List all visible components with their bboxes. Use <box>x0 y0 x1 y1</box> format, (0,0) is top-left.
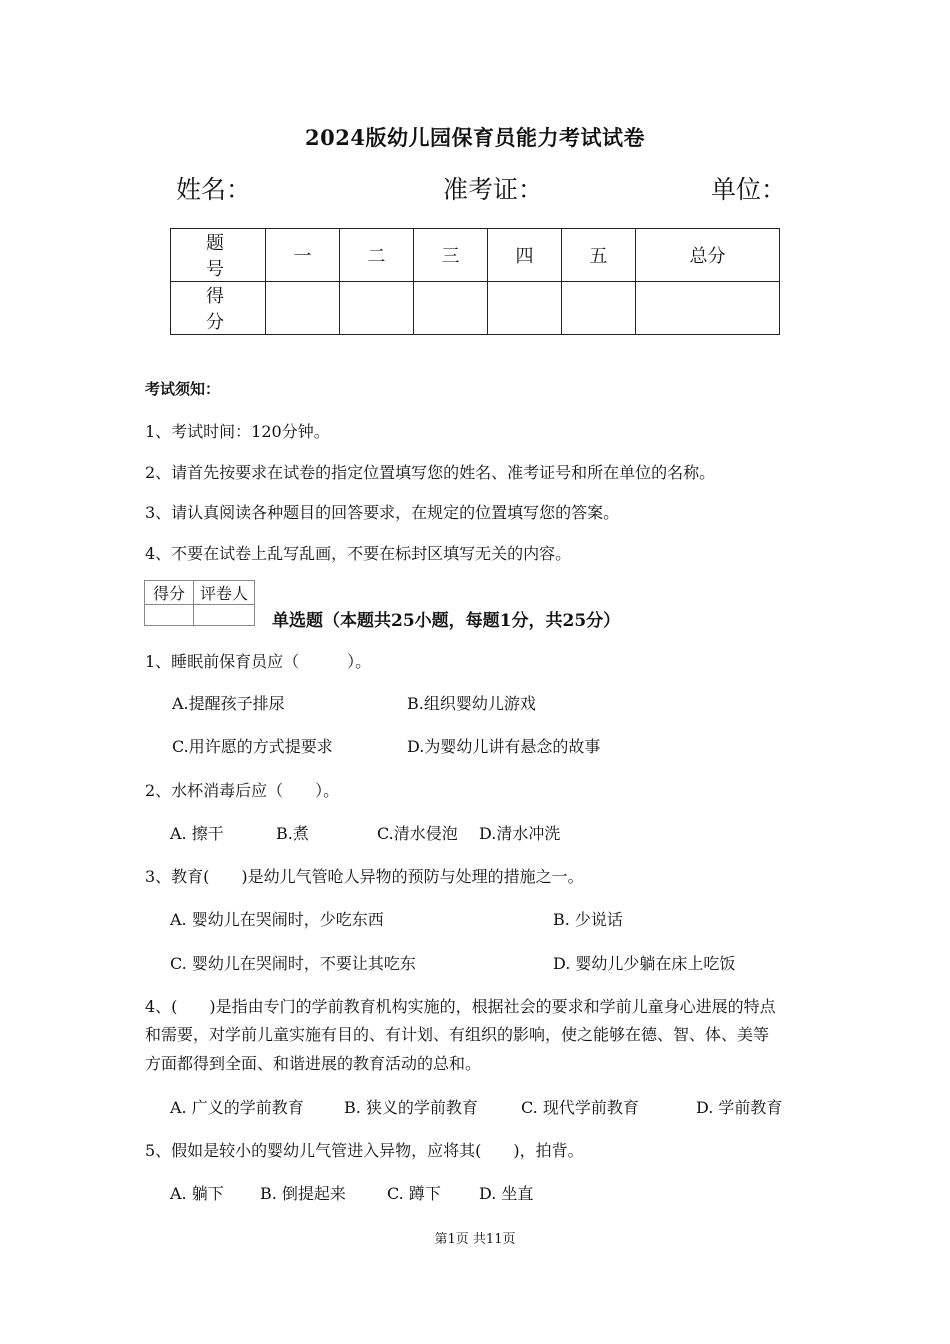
option[interactable]: D. 学前教育 <box>696 1098 783 1117</box>
score-cell[interactable] <box>339 282 413 335</box>
option[interactable]: C. 蹲下 <box>387 1184 441 1203</box>
option[interactable]: A. 躺下 <box>170 1184 224 1203</box>
question-stem-line: 4、( )是指由专门的学前教育机构实施的，根据社会的要求和学前儿童身心进展的特点 <box>145 997 776 1016</box>
score-table-score-row <box>171 282 780 335</box>
question-stem-line: 和需要，对学前儿童实施有目的、有计划、有组织的影响，使之能够在德、智、体、美等 <box>145 1025 770 1044</box>
option[interactable]: D. 坐直 <box>479 1184 534 1203</box>
grader-score-cell[interactable] <box>145 605 194 626</box>
grader-reviewer-cell[interactable] <box>194 605 255 626</box>
score-header-cell: 四 <box>487 229 561 282</box>
option[interactable]: B. 狭义的学前教育 <box>344 1098 478 1117</box>
exam-number-label: 准考证： <box>443 175 544 204</box>
option[interactable]: A. 广义的学前教育 <box>170 1098 304 1117</box>
option[interactable]: B.组织婴幼儿游戏 <box>407 694 536 713</box>
option[interactable]: D.清水冲洗 <box>479 824 561 843</box>
question-stem: 2、水杯消毒后应（ ）。 <box>145 781 340 800</box>
option[interactable]: B.煮 <box>276 824 309 843</box>
score-table-header-row <box>171 229 780 282</box>
grader-score-label: 得分 <box>145 581 194 605</box>
score-cell[interactable] <box>266 282 340 335</box>
score-row-label: 得 分 <box>171 282 266 335</box>
notice-item: 2、请首先按要求在试卷的指定位置填写您的姓名、准考证号和所在单位的名称。 <box>145 463 716 482</box>
score-header-cell: 三 <box>413 229 487 282</box>
question-stem: 1、睡眠前保育员应（ ）。 <box>145 652 372 671</box>
notice-item: 3、请认真阅读各种题目的回答要求，在规定的位置填写您的答案。 <box>145 503 620 522</box>
grader-reviewer-label: 评卷人 <box>194 581 255 605</box>
question-stem: 5、假如是较小的婴幼儿气管进入异物，应将其( )，拍背。 <box>145 1141 584 1160</box>
score-cell[interactable] <box>635 282 779 335</box>
notice-item: 4、不要在试卷上乱写乱画，不要在标封区填写无关的内容。 <box>145 544 572 563</box>
notice-item: 1、考试时间：120分钟。 <box>145 422 330 441</box>
score-cell[interactable] <box>561 282 635 335</box>
name-label: 姓名： <box>176 175 252 204</box>
notice-title: 考试须知： <box>145 380 221 398</box>
option[interactable]: B. 少说话 <box>553 910 623 929</box>
score-cell[interactable] <box>487 282 561 335</box>
option[interactable]: C.用许愿的方式提要求 <box>172 737 333 756</box>
section-title: 单选题（本题共25小题，每题1分，共25分） <box>272 611 621 631</box>
score-header-cell: 题 号 <box>171 229 266 282</box>
option[interactable]: D. 婴幼儿少躺在床上吃饭 <box>553 954 736 973</box>
option[interactable]: D.为婴幼儿讲有悬念的故事 <box>407 737 601 756</box>
option[interactable]: B. 倒提起来 <box>260 1184 346 1203</box>
question-stem-line: 方面都得到全面、和谐进展的教育活动的总和。 <box>145 1054 482 1073</box>
score-table <box>170 228 780 335</box>
grader-box <box>144 580 255 626</box>
score-header-cell: 总分 <box>635 229 779 282</box>
unit-label: 单位： <box>711 175 787 204</box>
question-stem: 3、教育( )是幼儿气管呛人异物的预防与处理的措施之一。 <box>145 867 584 886</box>
score-header-cell: 一 <box>266 229 340 282</box>
page-footer: 第1页 共11页 <box>434 1232 516 1247</box>
option[interactable]: A.提醒孩子排尿 <box>172 694 285 713</box>
option[interactable]: A. 婴幼儿在哭闹时，少吃东西 <box>170 910 384 929</box>
option[interactable]: C. 婴幼儿在哭闹时，不要让其吃东 <box>170 954 416 973</box>
option[interactable]: C.清水侵泡 <box>377 824 458 843</box>
score-header-cell: 二 <box>339 229 413 282</box>
score-cell[interactable] <box>413 282 487 335</box>
page-title: 2024版幼儿园保育员能力考试试卷 <box>305 125 645 150</box>
option[interactable]: A. 擦干 <box>170 824 224 843</box>
score-header-cell: 五 <box>561 229 635 282</box>
option[interactable]: C. 现代学前教育 <box>521 1098 639 1117</box>
